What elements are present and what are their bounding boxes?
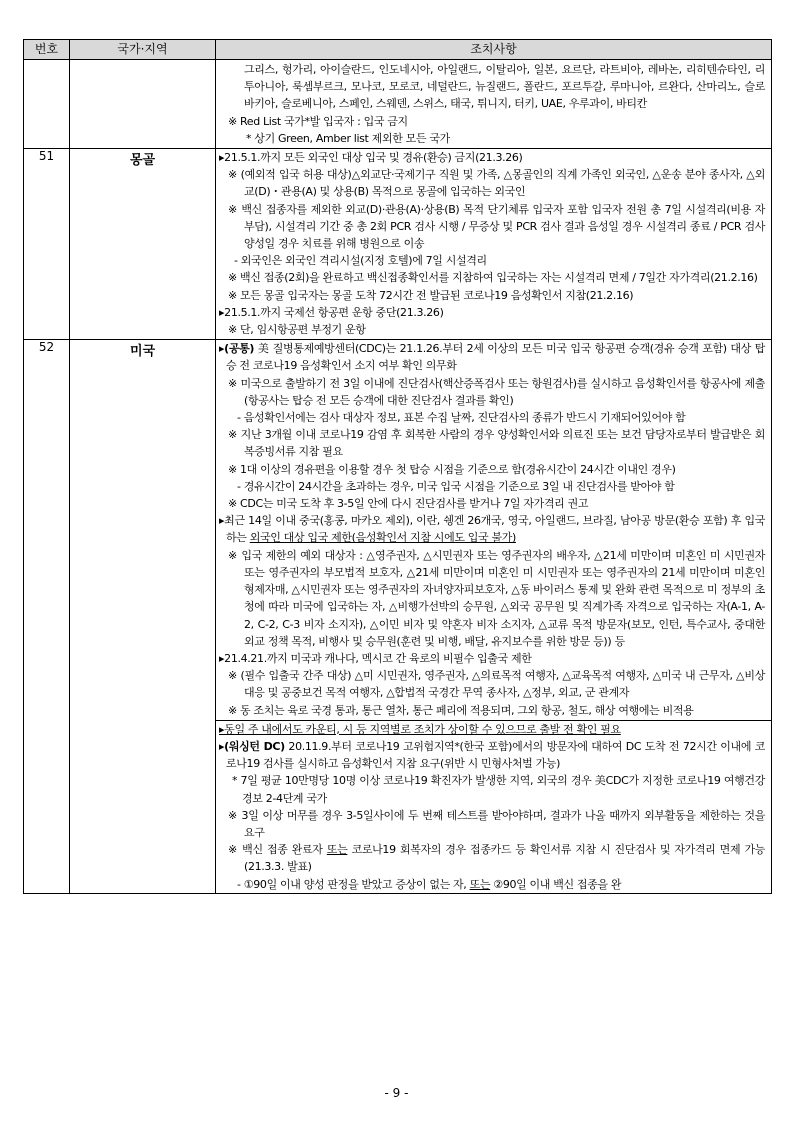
table-row-52 xyxy=(24,340,772,720)
measure-line: ▸21.5.1.까지 모든 외국인 대상 입국 및 경유(환승) 금지(21.3.26) xyxy=(219,151,523,165)
measure-line: ※ 백신 접종(2회)을 완료하고 백신접종확인서를 지참하여 입국하는 자는 시설격리 면제 / 7일간 자가격리(21.2.16) xyxy=(228,271,758,285)
common-text: 美 질병통제예방센터(CDC)는 21.1.26.부터 2세 이상의 모든 미국 입국 항공편 승객(경유 승객 포함) 대상 탑승 전 코로나19 음성확인서 소지 여부 확인 의무화 xyxy=(226,342,765,373)
measure-line: ▸21.5.1.까지 국제선 항공편 운항 중단(21.3.26) xyxy=(219,305,444,319)
measure-line: ※ 지난 3개월 이내 코로나19 감염 후 회복한 사람의 경우 양성확인서와 의료진 또는 보건 담당자로부터 발급받은 회복증빙서류 지참 필요 xyxy=(228,428,765,459)
measure-line: - ①90일 이내 양성 판정을 받았고 증상이 없는 자, 또는 ②90일 이내 백신 접종을 완 xyxy=(237,877,622,891)
red-list-footnote: * 상기 Green, Amber list 제외한 모든 국가 xyxy=(246,131,450,145)
dc-text: 20.11.9.부터 코로나19 고위험지역*(한국 포함)에서의 방문자에 대하여 DC 도착 전 72시간 이내에 코로나19 검사를 실시하고 음성확인서 지참 요구(위반 시 민형사처벌 가능) xyxy=(226,739,765,771)
measure-line: ※ CDC는 미국 도착 후 3-5일 안에 다시 진단검사를 받거나 7일 자가격리 권고 xyxy=(228,497,589,511)
common-label: (공통) xyxy=(224,342,255,356)
table-header-row xyxy=(24,40,772,60)
measure-line: ※ 미국으로 출발하기 전 3일 이내에 진단검사(핵산증폭검사 또는 항원검사)를 실시하고 음성확인서를 항공사에 제출(항공사는 탑승 전 모든 승객에 대한 진단검사 결과를 확인) xyxy=(228,376,765,407)
measure-line: ▸(공통) 美 질병통제예방센터(CDC)는 21.1.26.부터 2세 이상의 모든 미국 입국 항공편 승객(경유 승객 포함) 대상 탑승 전 코로나19 음성확인서 소지 여부 확인 의무화 xyxy=(219,342,765,373)
measure-line: * 7일 평균 10만명당 10명 이상 코로나19 확진자가 발생한 지역, 외국의 경우 美CDC가 지정한 코로나19 여행건강경보 2-4단계 국가 xyxy=(232,774,765,805)
header-measures: 조치사항 xyxy=(216,40,772,60)
row-country-empty xyxy=(70,60,216,149)
row-measures xyxy=(216,149,772,340)
measure-line: ▸21.4.21.까지 미국과 캐나다, 멕시코 간 육로의 비필수 입출국 제한 xyxy=(219,651,532,665)
measure-line: ※ 동 조치는 육로 국경 통과, 통근 열차, 통근 페리에 적용되며, 그외 항공, 철도, 해상 여행에는 비적용 xyxy=(228,703,694,717)
measure-line: ※ (예외적 입국 허용 대상)△외교단·국제기구 직원 및 가족, △몽골인의 직계 가족인 외국인, △운송 분야 종사자, △외교(D)・관용(A) 및 상용(B) 목적으로 몽골에 입국하는 외국인 xyxy=(228,168,765,199)
measures-table xyxy=(23,39,772,894)
row-num: 52 xyxy=(24,340,70,893)
row-num-empty xyxy=(24,60,70,149)
measure-line: - 음성확인서에는 검사 대상자 정보, 표본 수집 날짜, 진단검사의 종류가 반드시 기재되어있어야 함 xyxy=(237,411,686,425)
red-list-note: ※ Red List 국가*발 입국자 : 입국 금지 xyxy=(228,114,408,128)
measure-line: - 외국인은 외국인 격리시설(지정 호텔)에 7일 시설격리 xyxy=(234,254,487,268)
row-num: 51 xyxy=(24,149,70,340)
header-num: 번호 xyxy=(24,40,70,60)
measure-line: ※ 입국 제한의 예외 대상자 : △영주권자, △시민권자 또는 영주권자의 배우자, △21세 미만이며 미혼인 미 시민권자 또는 영주권자의 부모법적 보호자, △21세 미만이며 미혼인 미 시민권자 또는 영주권자의 21세 미만이며 미혼인 형제자매, △시민권자 또는 영주권자의 자녀양자피보호자, △동 바이러스 통제 및 완화 관련 목적으로 미 정부의 초청에 따라 미국에 입국하는 자, △비행가선박의 승무원, △외국 공무원 및 직계가족 자격으로 입국하는 자(A-1, A-2, C-2, C-3 비자 소지자), △이민 비자 및 약혼자 비자 소지자, △교류 목적 방문자(보모, 인턴, 특수교사, 중대한 외교 정책 목적, 비행사 및 승무원(훈련 및 비행, 배달, 유지보수를 위한 방문 등)) 등 xyxy=(228,548,765,648)
table-row-continuation xyxy=(24,60,772,149)
row-measures xyxy=(216,720,772,893)
row-country: 몽골 xyxy=(70,149,216,340)
page-number: - 9 - xyxy=(384,1086,409,1100)
entry-ban-underlined: 외국인 대상 입국 제한(음성확인서 지참 시에도 입국 불가) xyxy=(249,531,516,545)
row-country: 미국 xyxy=(70,340,216,893)
dc-label: (워싱턴 DC) xyxy=(224,739,285,753)
underlined-or: 또는 xyxy=(469,877,491,891)
measure-line: ※ (필수 입출국 간주 대상) △미 시민권자, 영주권자, △의료목적 여행자, △교육목적 여행자, △미국 내 근무자, △비상대응 및 공중보건 목적 여행자, △합법적 국경간 무역 종사자, △정부, 외교, 군 관계자 xyxy=(228,669,765,700)
measure-line: ※ 단, 임시항공편 부정기 운항 xyxy=(228,323,366,337)
measure-line: - 경유시간이 24시간을 초과하는 경우, 미국 입국 시점을 기준으로 3일 내 진단검사를 받아야 함 xyxy=(237,479,675,493)
table-row-51 xyxy=(24,149,772,340)
underlined-or: 또는 xyxy=(326,843,348,857)
country-list: 그리스, 헝가리, 아이슬란드, 인도네시아, 아일랜드, 이탈리아, 일본, 요르단, 라트비아, 레바논, 리히텐슈타인, 리투아니아, 룩셈부르크, 모나코, 모로코, 네덜란드, 뉴질랜드, 폴란드, 포르투갈, 루마니아, 르완다, 산마리노, 슬로바키아, 슬로베니아, 스페인, 스웨덴, 스위스, 태국, 튀니지, 터키, UAE, 우루과이, 바티칸 xyxy=(244,63,765,111)
row-measures xyxy=(216,340,772,720)
measure-line: ▸(워싱턴 DC) 20.11.9.부터 코로나19 고위험지역*(한국 포함)에서의 방문자에 대하여 DC 도착 전 72시간 이내에 코로나19 검사를 실시하고 음성확인서 지참 요구(위반 시 민형사처벌 가능) xyxy=(219,739,765,771)
measure-line: ※ 3일 이상 머무를 경우 3-5일사이에 두 번째 테스트를 받아야하며, 결과가 나올 때까지 외부활동을 제한하는 것을 요구 xyxy=(228,808,765,839)
header-country: 국가·지역 xyxy=(70,40,216,60)
measure-line: ※ 백신 접종자를 제외한 외교(D)·관용(A)·상용(B) 목적 단기체류 입국자 포함 입국자 전원 총 7일 시설격리(비용 자부담), 시설격리 기간 중 총 2회 PCR 검사 시행 / 무증상 및 PCR 검사 결과 음성일 경우 시설격리 종료 / PCR 검사 양성일 경우 치료를 위해 병원으로 이송 xyxy=(228,202,765,251)
measure-line: ※ 1대 이상의 경유편을 이용할 경우 첫 탑승 시점을 기준으로 함(경유시간이 24시간 이내인 경우) xyxy=(228,462,676,476)
measure-line: ※ 모든 몽골 입국자는 몽골 도착 72시간 전 발급된 코로나19 음성확인서 지참(21.2.16) xyxy=(228,288,634,302)
measure-line: ▸동일 주 내에서도 카운티, 시 등 지역별로 조치가 상이할 수 있으므로 출발 전 확인 필요 xyxy=(219,722,621,736)
entry-ban-text: 최근 14일 이내 중국(홍콩, 마카오 제외), 이란, 쉥겐 26개국, 영국, 아일랜드, 브라질, 남아공 방문(환승 포함) 후 입국하는 xyxy=(224,514,765,545)
measure-line: ※ 백신 접종 완료자 또는 코로나19 회복자의 경우 접종카드 등 확인서류 지참 시 진단검사 및 자가격리 면제 가능(21.3.3. 발표) xyxy=(228,843,765,874)
row-measures xyxy=(216,60,772,149)
measure-line: ▸최근 14일 이내 중국(홍콩, 마카오 제외), 이란, 쉥겐 26개국, 영국, 아일랜드, 브라질, 남아공 방문(환승 포함) 후 입국하는 외국인 대상 입국 제한(음성확인서 지참 시에도 입국 불가) xyxy=(219,514,765,545)
